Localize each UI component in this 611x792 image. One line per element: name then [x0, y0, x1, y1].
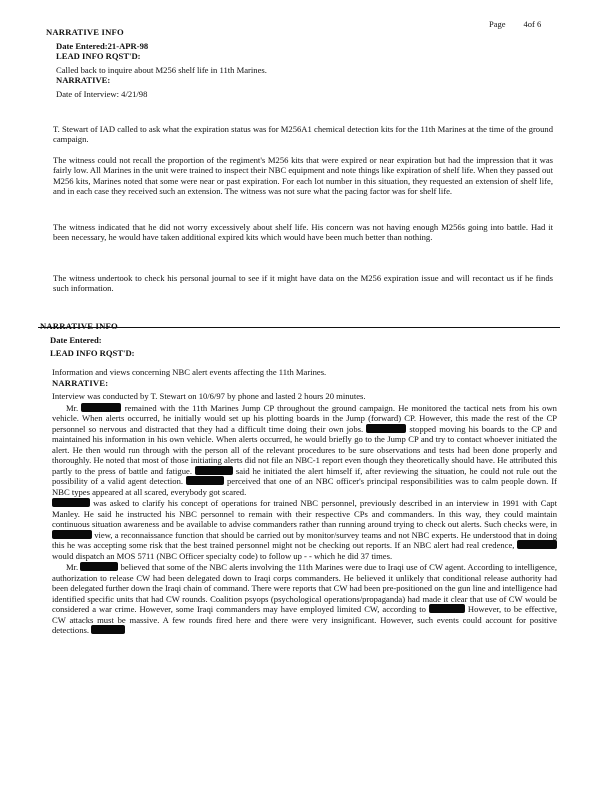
redaction-block: [517, 540, 557, 549]
section2-header-block: [40, 321, 135, 359]
section1-interview-date: Date of Interview: 4/21/98: [56, 88, 148, 99]
section1-lead-info: LEAD INFO RQST'D:: [56, 51, 141, 61]
p1-text-a: Mr.: [66, 402, 79, 413]
section1-paragraph: T. Stewart of IAD called to ask what the expiration status was for M256A1 chemical detection kits for the 11th Marines at the time of the ground campaign.: [53, 124, 553, 145]
p2-text-b: view, a reconnaissance function that should be carried out by monitor/survey teams and not NBC experts. He understood that in doing this he was accepting some risk that the best trained personnel might not be checking out reports. If an NBC alert had real credence,: [52, 529, 557, 550]
section1-title: NARRATIVE INFO: [46, 27, 124, 37]
redaction-block: [80, 562, 118, 571]
page-number-value: 4of 6: [523, 19, 542, 29]
redaction-block: [186, 476, 224, 485]
section2-body: [52, 367, 557, 636]
p1-text-b: remained with the 11th Marines Jump CP throughout the ground campaign. He monitored the tactical nets from his own vehicle. When alerts occurred, he initially would set up his plotting boards in the Jump (forward) CP. However, this made the rest of the CP personnel so nervous and distracted that they had a difficult time doing their own jobs.: [52, 402, 557, 434]
p3-text-a: Mr.: [66, 562, 79, 572]
page-number-label: Page: [489, 19, 506, 29]
p3-text-b: believed that some of the NBC alerts involving the 11th Marines were due to Iraqi use of CW agent. According to intelligence, authorization to release CW had been delegated down to Iraqi corps commanders. He believed it unlikely that conditional release authority had been delegated further down the Iraqi chain of command. There were reports that CW had been pre-positioned on the gun line and intelligence had identified specific units that had CW rounds. Coalition psyops (psychological operations/propaganda) had made it clear that use of CW would be considered a war crime. However, some Iraqi commanders may have employed limited CW, according to: [52, 562, 558, 614]
p3-text-c: However, to be effective, CW attacks must be massive. A few rounds fired here and there were very insignificant. However, such events could account for positive detections.: [52, 604, 557, 635]
section2-intro: Interview was conducted by T. Stewart on 10/6/97 by phone and lasted 2 hours 20 minutes.: [52, 391, 366, 401]
section1-header-block: [46, 27, 267, 99]
section1-lead-text: Called back to inquire about M256 shelf life in 11th Marines.: [56, 64, 267, 75]
p1-text-e: perceived that one of an NBC officer's principal responsibilities was to calm people down. If NBC types appeared at all scared, everybody got scared.: [52, 476, 557, 497]
p1-text-c: stopped moving his boards to the CP and maintained his information in his own vehicle. When alerts occurred, he would briefly go to the Jump CP and try to contact whoever initiated the alert. He then would run through with the person all of the relevant procedures to be sure observations and tests had been done properly and thoroughly. He noted that most of those initiating alerts did not file an NBC-1 report even though they theoretically should have. He attributed this partly to the press of battle and fatigue.: [52, 423, 557, 476]
section2-paragraph-3: [52, 562, 557, 636]
p2-text-c: would dispatch an MOS 5711 (NBC Officer specialty code) to follow up - - which he did 37 times.: [52, 550, 393, 561]
section1-paragraph: The witness could not recall the proportion of the regiment's M256 kits that were expired or near expiration but had the impression that it was fairly low. All Marines in the unit were trained to inspect their NBC equipment and note things like expiration of shelf life. When they passed out M256 kits, Marines noted that some were near or past expiration. For each lot number in this situation, they requested an extension of shelf life, and in each case they received such an extension. The witness was not sure what the pacing factor was for shelf life.: [53, 155, 553, 196]
redaction-block: [91, 625, 125, 634]
section1-narrative-label: NARRATIVE:: [56, 75, 111, 85]
redaction-block: [429, 604, 465, 613]
section2-date-entered: Date Entered:: [50, 334, 102, 345]
redaction-block: [81, 403, 121, 412]
section1-paragraph: The witness undertook to check his personal journal to see if it might have data on the M256 expiration issue and will recontact us if he finds such information.: [53, 273, 553, 294]
section2-title: NARRATIVE INFO: [40, 321, 118, 331]
page-number: [489, 19, 541, 29]
section1-paragraph: The witness indicated that he did not worry excessively about shelf life. His concern was not having enough M256s going into battle. Had it been necessary, he would have taken additional expired kits which would have been much better than nothing.: [53, 222, 553, 243]
p2-text-a: was asked to clarify his concept of operations for trained NBC personnel, previously described in an interview in 1991 with Capt Manley. He said he instructed his NBC personnel to remain with their respective CPs and commanders. In this way, they could maintain continuous situation awareness and be available to advise commanders rather than running around trying to check out alerts. Such checks were, in: [52, 498, 557, 529]
redaction-block: [52, 498, 90, 507]
section2-lead-info: LEAD INFO RQST'D:: [50, 348, 135, 358]
section2-lead-text: Information and views concerning NBC alert events affecting the 11th Marines.: [52, 367, 327, 377]
section2-paragraph-1: [52, 403, 557, 498]
section1-date-entered: Date Entered:21-APR-98: [56, 40, 149, 51]
section2-narrative-label: NARRATIVE:: [52, 377, 109, 388]
section2-paragraph-2: [52, 498, 557, 561]
redaction-block: [195, 466, 233, 475]
redaction-block: [366, 424, 406, 433]
redaction-block: [52, 530, 92, 539]
p1-text-d: said he initiated the alert himself if, after reviewing the situation, he could not rule out the possibility of a valid agent detection.: [52, 465, 557, 486]
